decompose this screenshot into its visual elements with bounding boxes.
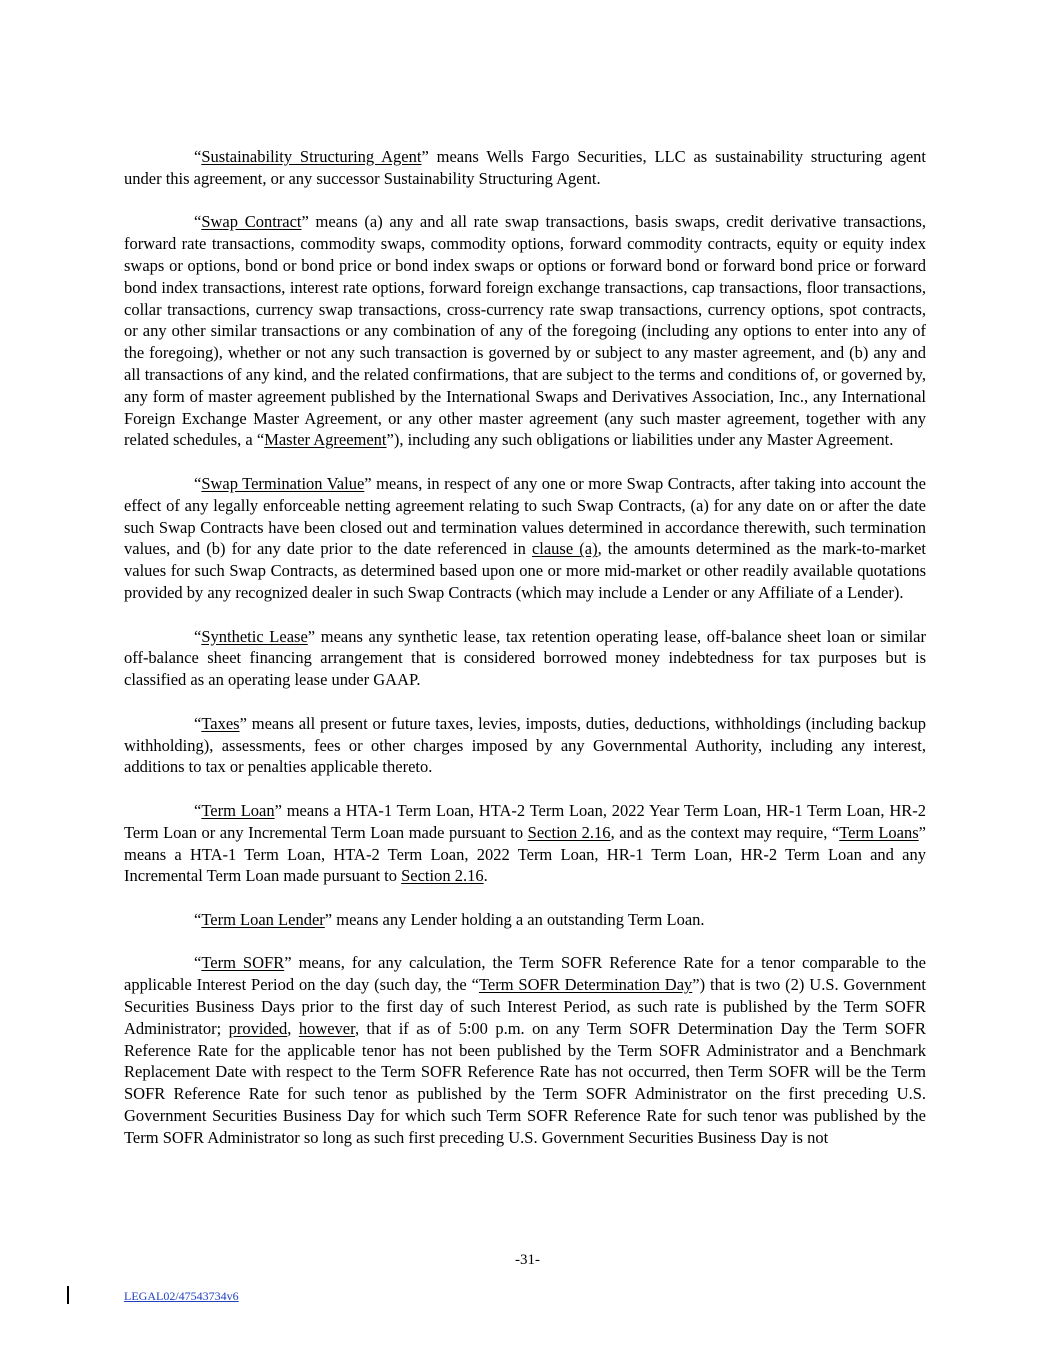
definition-paragraph bbox=[124, 211, 926, 451]
definition-text: ” means, in respect of any one or more Swap Contracts, after taking into account the effect of any legally enforceable netting agreement relating to such Swap Contracts, (a) for any date on or after the date such Swap Contracts have been closed out and termination values determined in accordance therewith, such termination values, and (b) for any date prior to the date referenced in bbox=[124, 473, 926, 559]
defined-term: Sustainability Structuring Agent bbox=[201, 147, 422, 166]
defined-term: Taxes bbox=[201, 713, 240, 733]
definition-paragraph bbox=[124, 800, 926, 887]
definition-text: ” means any Lender holding a an outstanding Term Loan. bbox=[324, 909, 705, 929]
definition-text: “ bbox=[194, 800, 202, 820]
definition-paragraph bbox=[124, 952, 926, 1148]
defined-term: Term SOFR bbox=[201, 953, 285, 973]
defined-term: clause (a) bbox=[531, 539, 598, 559]
definition-text: ” means, for any calculation, the Term SOFR Reference Rate for a tenor comparable to the applicable Interest Period on the day (such day, the “ bbox=[124, 953, 926, 995]
page-number: -31- bbox=[515, 1252, 540, 1268]
definition-paragraph bbox=[124, 146, 926, 190]
defined-term: Section 2.16 bbox=[401, 866, 484, 886]
defined-term: Swap Contract bbox=[201, 212, 302, 232]
document-id-link[interactable]: LEGAL02/47543734v6 bbox=[124, 1289, 239, 1303]
defined-term: Term Loans bbox=[839, 822, 919, 842]
revision-margin-bar bbox=[67, 1286, 69, 1304]
definition-text: ” means Wells Fargo Securities, LLC as sustainability structuring agent under this agreement, or any successor Sustainability Structuring Agent. bbox=[124, 147, 926, 188]
definition-paragraph bbox=[124, 473, 926, 604]
definition-text: ” means all present or future taxes, levies, imposts, duties, deductions, withholdings (including backup withholding), assessments, fees or other charges imposed by any Governmental Authority, including any interest, additions to tax or penalties applicable thereto. bbox=[124, 713, 926, 777]
definition-text: ”) that is two (2) U.S. Government Securities Business Days prior to the first day of such Interest Period, as such rate is published by the Term SOFR Administrator; bbox=[124, 975, 926, 1038]
definition-text: , that if as of 5:00 p.m. on any Term SOFR Determination Day the Term SOFR Reference Rate for the applicable tenor has not been published by the Term SOFR Administrator and a Benchmark Replacement Date with respect to the Term SOFR Reference Rate has not occurred, then Term SOFR will be the Term SOFR Reference Rate for such tenor as published by the Term SOFR Administrator on the first preceding U.S. Government Securities Business Day for which such Term SOFR Reference Rate for such tenor was published by the Term SOFR Administrator so long as such first preceding U.S. Government Securities Business Day is not bbox=[124, 1018, 926, 1147]
defined-term: Swap Termination Value bbox=[201, 473, 365, 493]
definition-text: “ bbox=[194, 953, 202, 973]
definition-text: , the amounts determined as the mark-to-market values for such Swap Contracts, as determined based upon one or more mid-market or other readily available quotations provided by any recognized dealer in such Swap Contracts (which may include a Lender or any Affiliate of a Lender). bbox=[124, 539, 926, 602]
definition-text: ”), including any such obligations or liabilities under any Master Agreement. bbox=[386, 430, 894, 450]
definition-text: “ bbox=[194, 473, 202, 493]
defined-term: however bbox=[298, 1018, 355, 1038]
defined-term: Term SOFR Determination Day bbox=[478, 975, 693, 995]
defined-term: Term Loan Lender bbox=[201, 909, 325, 929]
defined-term: Synthetic Lease bbox=[201, 626, 308, 646]
defined-term: Term Loan bbox=[201, 800, 275, 820]
defined-term: provided bbox=[228, 1018, 288, 1038]
definition-text: “ bbox=[194, 713, 202, 733]
definition-text: ” means any synthetic lease, tax retention operating lease, off-balance sheet loan or similar off-balance sheet financing arrangement that is considered borrowed money indebtedness for tax purposes but is classified as an operating lease under GAAP. bbox=[124, 626, 927, 690]
definition-paragraph bbox=[124, 626, 926, 691]
defined-term: Master Agreement bbox=[264, 430, 387, 450]
document-body bbox=[124, 146, 926, 1149]
definition-text: “ bbox=[194, 147, 202, 166]
definition-text: ” means (a) any and all rate swap transactions, basis swaps, credit derivative transactions, forward rate transactions, commodity swaps, commodity options, forward commodity contracts, equity or equity index swaps or options, bond or bond price or bond index swaps or options or forward bond or forward bond price or forward bond index transactions, interest rate options, forward foreign exchange transactions, cap transactions, floor transactions, collar transactions, currency swap transactions, cross-currency rate swap transactions, currency options, spot contracts, or any other similar transactions or any combination of any of the foregoing (including any options to enter into any of the foregoing), whether or not any such transaction is governed by or subject to any master agreement, and (b) any and all transactions of any kind, and the related confirmations, that are subject to the terms and conditions of, or governed by, any form of master agreement published by the International Swaps and Derivatives Association, Inc., any International Foreign Exchange Master Agreement, or any other master agreement (any such master agreement, together with any related schedules, a “ bbox=[124, 212, 927, 450]
definition-text: , bbox=[287, 1018, 299, 1038]
definition-text: ” means a HTA-1 Term Loan, HTA-2 Term Loan, 2022 Year Term Loan, HR-1 Term Loan, HR-2 Term Loan or any Incremental Term Loan made pursuant to bbox=[124, 800, 927, 842]
definition-text: “ bbox=[194, 909, 202, 929]
definition-paragraph bbox=[124, 713, 926, 778]
definition-text: , and as the context may require, “ bbox=[610, 822, 840, 842]
definition-text: ” means a HTA-1 Term Loan, HTA-2 Term Loan, 2022 Term Loan, HR-1 Term Loan, HR-2 Term Loan and any Incremental Term Loan made pursuant to bbox=[124, 822, 926, 886]
definition-text: “ bbox=[194, 212, 202, 232]
definition-paragraph bbox=[124, 909, 926, 931]
defined-term: Section 2.16 bbox=[527, 822, 611, 842]
definition-text: . bbox=[483, 866, 488, 886]
definition-text: “ bbox=[194, 626, 202, 646]
